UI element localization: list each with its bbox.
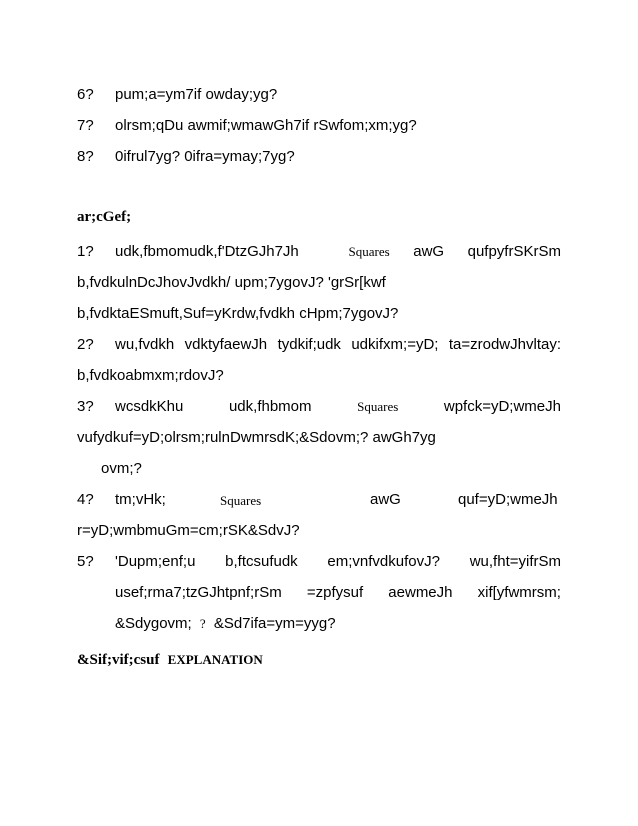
explanation-english: EXPLANATION [167,652,263,667]
q5-line2 [115,584,561,602]
q1-line1 [115,243,561,261]
q2-line2: b,fvdkoabmxm;rdovJ? [77,367,224,384]
q5-word: b,ftcsufudk [225,553,298,570]
section-heading: ar;cGef; [77,209,132,225]
item-text: pum;a=ym7if owday;yg? [115,86,278,103]
q4-line2: r=yD;wmbmuGm=cm;rSK&SdvJ? [77,522,300,539]
q2-word: wu,fvdkh [115,336,175,353]
q5-word: em;vnfvdkufovJ? [327,553,440,570]
q4-word-d: quf=yD;wmeJh [458,491,558,508]
item-number: 7? [77,117,94,134]
q5-word: &Sd7ifa=ym=yyg? [213,615,336,632]
q1-word: qufpyfrSKrSm [467,243,561,260]
q1-squares: Squares [348,244,390,259]
q3-word: wpfck=yD;wmeJh [443,398,561,415]
q1-word: awG [413,243,445,260]
explanation-heading [77,651,263,669]
q5-word: usef;rma7;tzGJhtpnf;rSm [115,584,282,601]
item-text: olrsm;qDu awmif;wmawGh7if rSwfom;xm;yg? [115,117,417,134]
q2-word: ta=zrodwJhvltay: [448,336,561,353]
q5-word: =zpfysuf [306,584,364,601]
item-number: 8? [77,148,94,165]
q5-word: &Sdygovm; [115,615,192,632]
q2-line1 [115,336,561,354]
q1-line3: b,fvdktaESmuft,Suf=yKrdw,fvdkh cHpm;7ygovJ? [77,305,399,322]
q1-word: udk,fbmomudk,f'DtzGJh7Jh [115,243,299,260]
q5-line1 [115,553,561,571]
q5-word: xif[yfwmrsm; [477,584,561,601]
q3-word: udk,fhbmom [228,398,312,415]
q4-word-a: tm;vHk; [115,491,166,508]
q3-line1 [115,398,561,416]
q4-word-c: awG [370,491,401,508]
item-number: 6? [77,86,94,103]
q3-word: wcsdkKhu [115,398,184,415]
q3-line2: vufydkuf=yD;olrsm;rulnDwmrsdK;&Sdovm;? awGh7yg [77,429,436,446]
question-number: 3? [77,398,94,415]
q4-squares: Squares [220,493,262,508]
q5-word: 'Dupm;enf;u [115,553,196,570]
q1-line2: b,fvdkulnDcJhovJvdkh/ upm;7ygovJ? 'grSr[kwf [77,274,386,291]
q5-word: wu,fht=yifrSm [469,553,561,570]
q2-word: vdktyfaewJh [184,336,268,353]
q3-line3: ovm;? [101,460,142,477]
q3-squares: Squares [357,399,399,414]
q2-word: tydkif;udk [277,336,341,353]
q2-word: udkifxm;=yD; [351,336,439,353]
question-number: 2? [77,336,94,353]
explanation-myanmar: &Sif;vif;csuf [77,652,160,668]
question-number: 5? [77,553,94,570]
q5-line3 [115,615,336,633]
q5-question-mark: ? [199,616,206,631]
question-number: 4? [77,491,94,508]
item-text: 0ifrul7yg? 0ifra=ymay;7yg? [115,148,295,165]
q5-word: aewmeJh [388,584,453,601]
question-number: 1? [77,243,94,260]
